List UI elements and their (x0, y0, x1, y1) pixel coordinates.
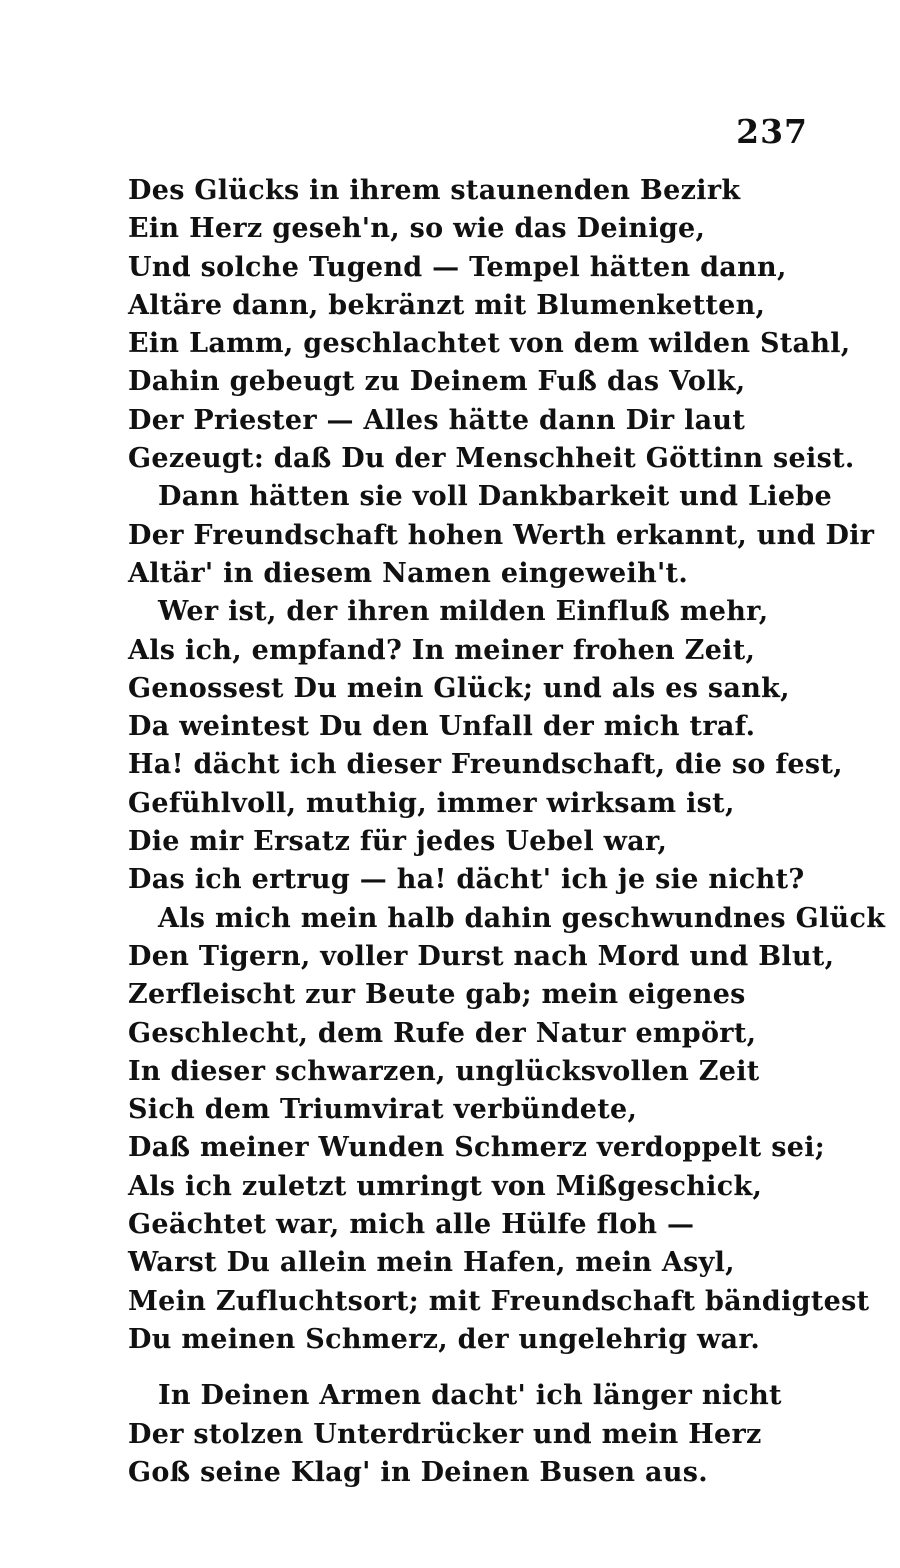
poem-line: Wer ist, der ihren milden Einfluß mehr, (158, 596, 769, 628)
poem-line: Daß meiner Wunden Schmerz verdoppelt sei; (128, 1132, 826, 1164)
poem-line: Goß seine Klag' in Deinen Busen aus. (128, 1456, 708, 1488)
poem-line: Warst Du allein mein Hafen, mein Asyl, (128, 1247, 735, 1279)
poem-line: Da weintest Du den Unfall der mich traf. (128, 711, 756, 743)
poem-line: Gefühlvoll, muthig, immer wirksam ist, (128, 787, 735, 819)
stanza (128, 1377, 828, 1492)
poem-line: Altär' in diesem Namen eingeweih't. (128, 557, 689, 589)
poem-line: Du meinen Schmerz, der ungelehrig war. (128, 1323, 761, 1355)
stanza (128, 593, 843, 899)
poem-line: In dieser schwarzen, unglücksvollen Zeit (128, 1055, 760, 1087)
stanza (128, 900, 886, 1360)
poem-line: Dann hätten sie voll Dankbarkeit und Liebe (158, 481, 832, 513)
stanza (128, 172, 855, 478)
poem-line: Des Glücks in ihrem staunenden Bezirk (128, 175, 741, 206)
poem-line: Zerfleischt zur Beute gab; mein eigenes (128, 979, 746, 1011)
poem-line: Den Tigern, voller Durst nach Mord und Blut, (128, 940, 835, 972)
poem-line: Genossest Du mein Glück; und als es sank, (128, 672, 790, 704)
stanza-gap (128, 1359, 828, 1377)
stanza (128, 478, 875, 593)
poem-line: Mein Zufluchtsort; mit Freundschaft bändigtest (128, 1285, 870, 1317)
poem-line: Ein Lamm, geschlachtet von dem wilden Stahl, (128, 328, 851, 360)
poem-line: Sich dem Triumvirat verbündete, (128, 1094, 638, 1126)
poem-line: Als mich mein halb dahin geschwundnes Glück (158, 902, 886, 934)
poem-line: Die mir Ersatz für jedes Uebel war, (128, 826, 668, 858)
poem-line: Altäre dann, bekränzt mit Blumenketten, (128, 289, 766, 321)
poem-line: Und solche Tugend — Tempel hätten dann, (128, 251, 787, 283)
poem-line: Der Priester — Alles hätte dann Dir laut (128, 404, 746, 436)
poem-line: Dahin gebeugt zu Deinem Fuß das Volk, (128, 366, 746, 398)
poem-line: Ein Herz geseh'n, so wie das Deinige, (128, 213, 706, 245)
poem-line: Der stolzen Unterdrücker und mein Herz (128, 1418, 762, 1450)
poem-line: Als ich zuletzt umringt von Mißgeschick, (128, 1170, 763, 1202)
poem-line: Das ich ertrug — ha! dächt' ich je sie nicht? (128, 864, 805, 896)
poem-text (128, 172, 886, 1492)
poem-line: Der Freundschaft hohen Werth erkannt, und Dir (128, 519, 875, 551)
poem-line: In Deinen Armen dacht' ich länger nicht (158, 1380, 782, 1412)
poem-line: Gezeugt: daß Du der Menschheit Göttinn seist. (128, 443, 855, 475)
page-number: 237 (736, 112, 808, 151)
poem-line: Ha! dächt ich dieser Freundschaft, die so fest, (128, 749, 843, 781)
poem-line: Geschlecht, dem Rufe der Natur empört, (128, 1017, 757, 1049)
poem-line: Geächtet war, mich alle Hülfe floh — (128, 1209, 695, 1241)
poem-line: Als ich, empfand? In meiner frohen Zeit, (128, 634, 756, 666)
